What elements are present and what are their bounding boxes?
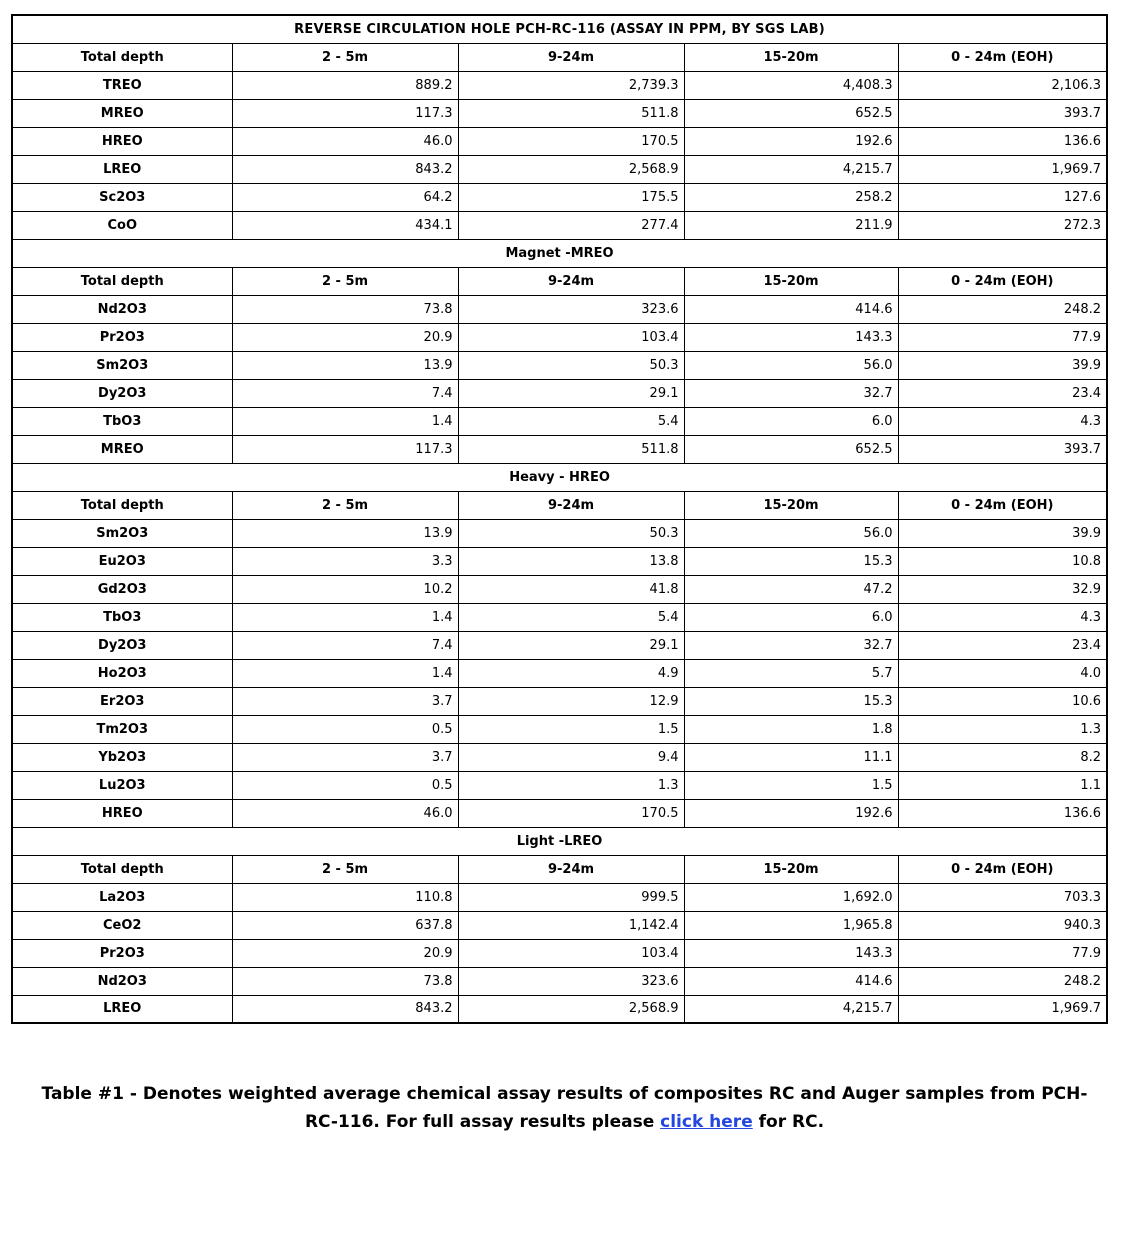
value-cell: 136.6 <box>898 127 1107 155</box>
value-cell: 637.8 <box>232 911 458 939</box>
row-label: Yb2O3 <box>12 743 232 771</box>
value-cell: 211.9 <box>684 211 898 239</box>
value-cell: 4.0 <box>898 659 1107 687</box>
value-cell: 7.4 <box>232 631 458 659</box>
value-cell: 110.8 <box>232 883 458 911</box>
column-header-1: 2 - 5m <box>232 267 458 295</box>
value-cell: 272.3 <box>898 211 1107 239</box>
column-header-3: 15-20m <box>684 43 898 71</box>
value-cell: 7.4 <box>232 379 458 407</box>
row-label: MREO <box>12 99 232 127</box>
value-cell: 50.3 <box>458 351 684 379</box>
table-row <box>12 183 1107 211</box>
value-cell: 13.9 <box>232 351 458 379</box>
row-label: LREO <box>12 155 232 183</box>
value-cell: 77.9 <box>898 323 1107 351</box>
value-cell: 1,142.4 <box>458 911 684 939</box>
value-cell: 5.4 <box>458 407 684 435</box>
value-cell: 127.6 <box>898 183 1107 211</box>
value-cell: 414.6 <box>684 295 898 323</box>
value-cell: 940.3 <box>898 911 1107 939</box>
table-row <box>12 631 1107 659</box>
value-cell: 1.4 <box>232 603 458 631</box>
value-cell: 13.9 <box>232 519 458 547</box>
value-cell: 175.5 <box>458 183 684 211</box>
value-cell: 1.5 <box>458 715 684 743</box>
value-cell: 1.3 <box>898 715 1107 743</box>
caption-text-before: Table #1 - Denotes weighted average chemical assay results of composites RC and Auger samples from PCH-RC-116. For full assay results please <box>41 1084 1088 1132</box>
value-cell: 15.3 <box>684 547 898 575</box>
row-label: Lu2O3 <box>12 771 232 799</box>
column-header-0: Total depth <box>12 43 232 71</box>
row-label: Er2O3 <box>12 687 232 715</box>
value-cell: 0.5 <box>232 715 458 743</box>
value-cell: 1,965.8 <box>684 911 898 939</box>
section-title-row <box>12 827 1107 855</box>
value-cell: 56.0 <box>684 519 898 547</box>
table-row <box>12 939 1107 967</box>
value-cell: 192.6 <box>684 799 898 827</box>
table-row <box>12 687 1107 715</box>
row-label: TREO <box>12 71 232 99</box>
value-cell: 1.4 <box>232 407 458 435</box>
value-cell: 2,106.3 <box>898 71 1107 99</box>
table-title: REVERSE CIRCULATION HOLE PCH-RC-116 (ASSAY IN PPM, BY SGS LAB) <box>12 15 1107 43</box>
value-cell: 323.6 <box>458 967 684 995</box>
table-row <box>12 323 1107 351</box>
value-cell: 29.1 <box>458 379 684 407</box>
column-header-4: 0 - 24m (EOH) <box>898 855 1107 883</box>
row-label: La2O3 <box>12 883 232 911</box>
table-row <box>12 799 1107 827</box>
section-title-1: Magnet -MREO <box>12 239 1107 267</box>
value-cell: 5.7 <box>684 659 898 687</box>
column-header-row <box>12 43 1107 71</box>
value-cell: 50.3 <box>458 519 684 547</box>
value-cell: 32.7 <box>684 379 898 407</box>
row-label: Sm2O3 <box>12 519 232 547</box>
row-label: HREO <box>12 799 232 827</box>
column-header-3: 15-20m <box>684 491 898 519</box>
column-header-row <box>12 855 1107 883</box>
row-label: Nd2O3 <box>12 967 232 995</box>
value-cell: 0.5 <box>232 771 458 799</box>
value-cell: 434.1 <box>232 211 458 239</box>
row-label: LREO <box>12 995 232 1023</box>
table-row <box>12 743 1107 771</box>
column-header-1: 2 - 5m <box>232 491 458 519</box>
value-cell: 12.9 <box>458 687 684 715</box>
table-row <box>12 519 1107 547</box>
value-cell: 1.5 <box>684 771 898 799</box>
table-row <box>12 127 1107 155</box>
column-header-2: 9-24m <box>458 855 684 883</box>
value-cell: 10.8 <box>898 547 1107 575</box>
row-label: Nd2O3 <box>12 295 232 323</box>
value-cell: 2,568.9 <box>458 155 684 183</box>
column-header-2: 9-24m <box>458 267 684 295</box>
column-header-1: 2 - 5m <box>232 43 458 71</box>
table-row <box>12 407 1107 435</box>
value-cell: 414.6 <box>684 967 898 995</box>
value-cell: 323.6 <box>458 295 684 323</box>
value-cell: 3.3 <box>232 547 458 575</box>
row-label: Dy2O3 <box>12 379 232 407</box>
column-header-1: 2 - 5m <box>232 855 458 883</box>
section-title-row <box>12 239 1107 267</box>
value-cell: 103.4 <box>458 323 684 351</box>
table-row <box>12 71 1107 99</box>
value-cell: 32.9 <box>898 575 1107 603</box>
section-title-2: Heavy - HREO <box>12 463 1107 491</box>
value-cell: 47.2 <box>684 575 898 603</box>
table-row <box>12 659 1107 687</box>
row-label: Eu2O3 <box>12 547 232 575</box>
value-cell: 46.0 <box>232 127 458 155</box>
value-cell: 20.9 <box>232 939 458 967</box>
value-cell: 5.4 <box>458 603 684 631</box>
value-cell: 1.4 <box>232 659 458 687</box>
table-row <box>12 211 1107 239</box>
table-caption <box>37 1081 1092 1136</box>
section-title-3: Light -LREO <box>12 827 1107 855</box>
column-header-2: 9-24m <box>458 491 684 519</box>
value-cell: 652.5 <box>684 99 898 127</box>
column-header-3: 15-20m <box>684 855 898 883</box>
value-cell: 136.6 <box>898 799 1107 827</box>
value-cell: 192.6 <box>684 127 898 155</box>
value-cell: 39.9 <box>898 351 1107 379</box>
table-row <box>12 575 1107 603</box>
value-cell: 248.2 <box>898 967 1107 995</box>
value-cell: 2,739.3 <box>458 71 684 99</box>
value-cell: 6.0 <box>684 603 898 631</box>
row-label: TbO3 <box>12 407 232 435</box>
table-row <box>12 155 1107 183</box>
row-label: TbO3 <box>12 603 232 631</box>
table-row <box>12 547 1107 575</box>
value-cell: 41.8 <box>458 575 684 603</box>
row-label: HREO <box>12 127 232 155</box>
section-title-row <box>12 463 1107 491</box>
table-row <box>12 603 1107 631</box>
value-cell: 20.9 <box>232 323 458 351</box>
value-cell: 511.8 <box>458 435 684 463</box>
value-cell: 652.5 <box>684 435 898 463</box>
value-cell: 1,692.0 <box>684 883 898 911</box>
value-cell: 73.8 <box>232 967 458 995</box>
value-cell: 4,215.7 <box>684 995 898 1023</box>
value-cell: 170.5 <box>458 127 684 155</box>
table-row <box>12 771 1107 799</box>
column-header-0: Total depth <box>12 855 232 883</box>
row-label: Pr2O3 <box>12 323 232 351</box>
value-cell: 39.9 <box>898 519 1107 547</box>
value-cell: 73.8 <box>232 295 458 323</box>
value-cell: 2,568.9 <box>458 995 684 1023</box>
value-cell: 77.9 <box>898 939 1107 967</box>
table-row <box>12 435 1107 463</box>
value-cell: 10.6 <box>898 687 1107 715</box>
value-cell: 258.2 <box>684 183 898 211</box>
table-row <box>12 911 1107 939</box>
value-cell: 1.8 <box>684 715 898 743</box>
value-cell: 64.2 <box>232 183 458 211</box>
value-cell: 29.1 <box>458 631 684 659</box>
value-cell: 4,215.7 <box>684 155 898 183</box>
column-header-0: Total depth <box>12 267 232 295</box>
row-label: Ho2O3 <box>12 659 232 687</box>
table-row <box>12 295 1107 323</box>
value-cell: 9.4 <box>458 743 684 771</box>
value-cell: 10.2 <box>232 575 458 603</box>
row-label: Dy2O3 <box>12 631 232 659</box>
value-cell: 4.3 <box>898 407 1107 435</box>
value-cell: 1,969.7 <box>898 155 1107 183</box>
row-label: Tm2O3 <box>12 715 232 743</box>
value-cell: 999.5 <box>458 883 684 911</box>
value-cell: 4,408.3 <box>684 71 898 99</box>
value-cell: 4.9 <box>458 659 684 687</box>
column-header-4: 0 - 24m (EOH) <box>898 43 1107 71</box>
value-cell: 11.1 <box>684 743 898 771</box>
column-header-row <box>12 267 1107 295</box>
table-row <box>12 715 1107 743</box>
value-cell: 46.0 <box>232 799 458 827</box>
row-label: CoO <box>12 211 232 239</box>
table-row <box>12 995 1107 1023</box>
value-cell: 843.2 <box>232 995 458 1023</box>
value-cell: 843.2 <box>232 155 458 183</box>
value-cell: 23.4 <box>898 631 1107 659</box>
table-row <box>12 967 1107 995</box>
value-cell: 4.3 <box>898 603 1107 631</box>
column-header-2: 9-24m <box>458 43 684 71</box>
column-header-4: 0 - 24m (EOH) <box>898 491 1107 519</box>
column-header-4: 0 - 24m (EOH) <box>898 267 1107 295</box>
value-cell: 393.7 <box>898 435 1107 463</box>
value-cell: 13.8 <box>458 547 684 575</box>
row-label: Sc2O3 <box>12 183 232 211</box>
value-cell: 3.7 <box>232 687 458 715</box>
value-cell: 277.4 <box>458 211 684 239</box>
click-here-link[interactable]: click here <box>660 1111 753 1132</box>
row-label: Pr2O3 <box>12 939 232 967</box>
value-cell: 117.3 <box>232 435 458 463</box>
caption-text-after: for RC. <box>752 1111 825 1132</box>
table-title-row <box>12 15 1107 43</box>
value-cell: 15.3 <box>684 687 898 715</box>
value-cell: 703.3 <box>898 883 1107 911</box>
value-cell: 32.7 <box>684 631 898 659</box>
column-header-row <box>12 491 1107 519</box>
value-cell: 889.2 <box>232 71 458 99</box>
table-row <box>12 99 1107 127</box>
value-cell: 6.0 <box>684 407 898 435</box>
row-label: Gd2O3 <box>12 575 232 603</box>
value-cell: 117.3 <box>232 99 458 127</box>
value-cell: 23.4 <box>898 379 1107 407</box>
value-cell: 143.3 <box>684 939 898 967</box>
assay-results-table <box>11 14 1108 1024</box>
value-cell: 393.7 <box>898 99 1107 127</box>
value-cell: 56.0 <box>684 351 898 379</box>
value-cell: 3.7 <box>232 743 458 771</box>
column-header-3: 15-20m <box>684 267 898 295</box>
value-cell: 511.8 <box>458 99 684 127</box>
table-row <box>12 379 1107 407</box>
value-cell: 170.5 <box>458 799 684 827</box>
row-label: Sm2O3 <box>12 351 232 379</box>
value-cell: 103.4 <box>458 939 684 967</box>
row-label: MREO <box>12 435 232 463</box>
value-cell: 1,969.7 <box>898 995 1107 1023</box>
table-row <box>12 351 1107 379</box>
table-row <box>12 883 1107 911</box>
column-header-0: Total depth <box>12 491 232 519</box>
value-cell: 1.1 <box>898 771 1107 799</box>
value-cell: 248.2 <box>898 295 1107 323</box>
value-cell: 8.2 <box>898 743 1107 771</box>
value-cell: 1.3 <box>458 771 684 799</box>
value-cell: 143.3 <box>684 323 898 351</box>
row-label: CeO2 <box>12 911 232 939</box>
